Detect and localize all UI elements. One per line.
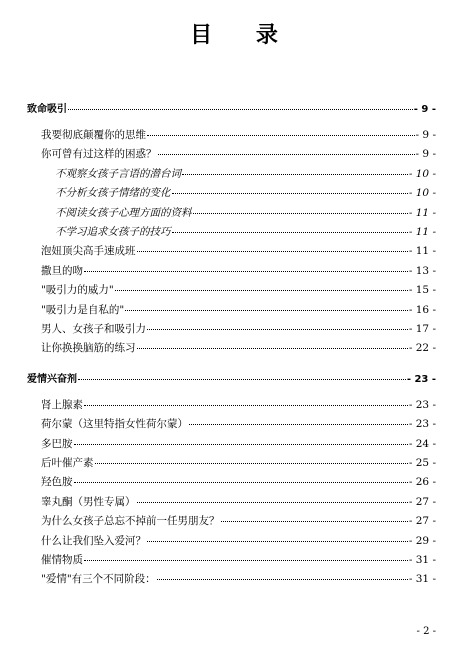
toc-entry-page: - 11 - <box>408 226 436 238</box>
toc-section[interactable] <box>41 475 436 489</box>
toc-entry-page: - 9 - <box>415 129 436 141</box>
toc-entry-page: - 11 - <box>408 206 436 219</box>
dot-leader <box>193 213 408 214</box>
toc-entry-page: - 29 - <box>408 534 436 547</box>
toc-subsection[interactable] <box>55 167 436 181</box>
toc-section[interactable] <box>41 147 436 161</box>
toc-entry-label: 爱情兴奋剂 <box>27 373 77 385</box>
dot-leader <box>158 154 415 155</box>
toc-entry-label: 催情物质 <box>41 554 83 566</box>
toc-entry-page: - 31 - <box>408 573 436 586</box>
toc-section[interactable] <box>41 244 436 258</box>
toc-entry-label: 让你换换脑筋的练习 <box>41 342 136 355</box>
toc-entry-page: - 31 - <box>408 554 436 566</box>
toc-entry-page: - 22 - <box>408 342 436 355</box>
toc-section[interactable] <box>41 128 436 142</box>
toc-entry-page: - 9 - <box>413 104 436 115</box>
toc-section[interactable] <box>41 303 436 317</box>
dot-leader <box>78 379 406 380</box>
dot-leader <box>147 329 408 330</box>
toc-section[interactable] <box>41 283 436 297</box>
toc-subsection[interactable] <box>55 225 436 239</box>
toc-section[interactable] <box>41 534 436 548</box>
toc-section[interactable] <box>41 264 436 278</box>
toc-entry-label: "爱情"有三个不同阶段： <box>41 573 156 586</box>
toc-entry-page: - 25 - <box>408 457 436 469</box>
dot-leader <box>137 502 408 503</box>
toc-entry-label: 男人、女孩子和吸引力 <box>41 323 146 335</box>
toc-section[interactable] <box>41 514 436 528</box>
page-title: 目 录 <box>190 23 296 48</box>
toc-section[interactable] <box>41 495 436 509</box>
dot-leader <box>74 444 408 445</box>
toc-entry-page: - 23 - <box>408 418 436 431</box>
dot-leader <box>125 310 408 311</box>
toc-entry-label: 不观察女孩子言语的潜台词 <box>55 167 181 180</box>
toc-entry-label: 致命吸引 <box>27 104 67 115</box>
toc-entry-page: - 9 - <box>415 148 436 161</box>
dot-leader <box>172 232 408 233</box>
dot-leader <box>68 109 413 110</box>
dot-leader <box>157 579 408 580</box>
dot-leader <box>84 560 408 561</box>
dot-leader <box>147 541 408 542</box>
toc-section[interactable] <box>41 437 436 451</box>
dot-leader <box>84 271 408 272</box>
toc-entry-page: - 27 - <box>408 515 436 528</box>
toc-section[interactable] <box>41 322 436 336</box>
toc-entry-page: - 16 - <box>408 303 436 316</box>
dot-leader <box>95 463 408 464</box>
toc-entry-page: - 11 - <box>408 245 436 258</box>
toc-entry-label: 我要彻底颠覆你的思维 <box>41 129 146 141</box>
toc-entry-label: 不阅读女孩子心理方面的资料 <box>55 206 192 219</box>
dot-leader <box>172 193 408 194</box>
toc-entry-page: - 23 - <box>406 373 436 385</box>
dot-leader <box>147 135 415 136</box>
toc-entry-label: 你可曾有过这样的困惑？ <box>41 148 157 161</box>
toc-entry-page: - 10 - <box>408 167 436 180</box>
toc-entry-page: - 13 - <box>408 264 436 277</box>
toc-entry-page: - 10 - <box>408 187 436 200</box>
toc-section[interactable] <box>41 417 436 431</box>
toc-entry-page: - 23 - <box>408 398 436 411</box>
toc-entry-page: - 17 - <box>408 323 436 335</box>
dot-leader <box>189 424 408 425</box>
toc-entry-label: 多巴胺 <box>41 437 73 450</box>
toc-chapter[interactable] <box>27 373 436 387</box>
toc-entry-page: - 26 - <box>408 476 436 489</box>
toc-subsection[interactable] <box>55 206 436 220</box>
toc-entry-label: "吸引力的威力" <box>41 284 114 297</box>
dot-leader <box>221 521 408 522</box>
toc-entry-label: 不分析女孩子情绪的变化 <box>55 187 171 200</box>
toc-section[interactable] <box>41 456 436 470</box>
toc-section[interactable] <box>41 553 436 567</box>
toc-entry-page: - 15 - <box>408 284 436 297</box>
toc-entry-label: 后叶催产素 <box>41 457 94 469</box>
dot-leader <box>115 290 408 291</box>
toc-entry-label: 荷尔蒙（这里特指女性荷尔蒙） <box>41 418 188 431</box>
dot-leader <box>74 482 408 483</box>
dot-leader <box>84 405 408 406</box>
toc-entry-label: 泡妞顶尖高手速成班 <box>41 245 136 258</box>
toc-entry-label: 睾丸酮（男性专属） <box>41 495 136 508</box>
toc-entry-page: - 27 - <box>408 495 436 508</box>
dot-leader <box>182 174 408 175</box>
page-number: - 2 - <box>416 626 436 637</box>
dot-leader <box>137 251 408 252</box>
toc-entry-label: 羟色胺 <box>41 476 73 489</box>
toc-entry-label: 为什么女孩子总忘不掉前一任男朋友？ <box>41 515 220 528</box>
toc-chapter[interactable] <box>27 103 436 117</box>
toc-section[interactable] <box>41 572 436 586</box>
toc-entry-page: - 24 - <box>408 437 436 450</box>
toc-entry-label: "吸引力是自私的" <box>41 303 125 316</box>
dot-leader <box>137 348 408 349</box>
toc-section[interactable] <box>41 398 436 412</box>
toc-entry-label: 什么让我们坠入爱河？ <box>41 534 146 547</box>
toc-section[interactable] <box>41 341 436 355</box>
toc-entry-label: 肾上腺素 <box>41 398 83 411</box>
toc-entry-label: 撒旦的吻 <box>41 264 83 277</box>
toc-entry-label: 不学习追求女孩子的技巧 <box>55 226 171 238</box>
toc-subsection[interactable] <box>55 186 436 200</box>
